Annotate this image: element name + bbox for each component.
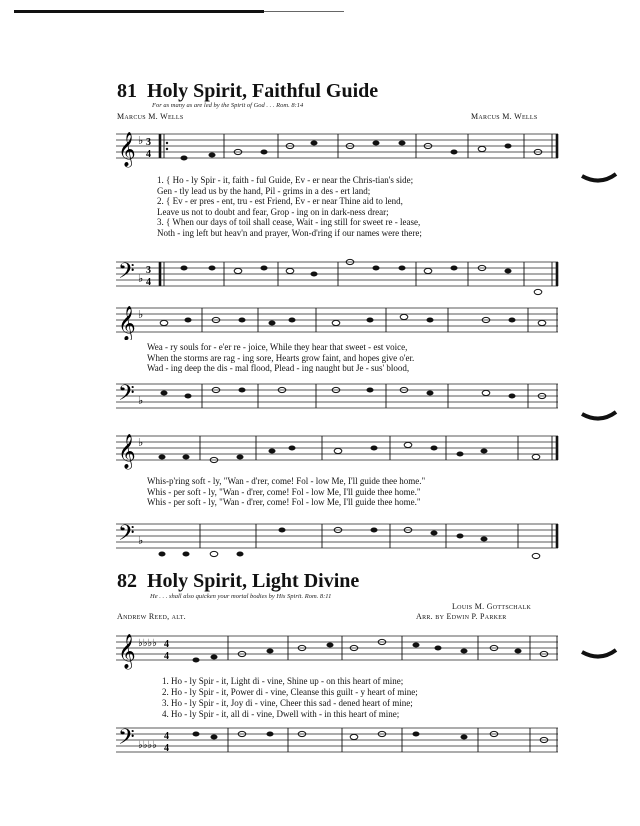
hymn-82-epigraph: He . . . shall also quicken your mortal bodies by His Spirit. Rom. 8:11 [150, 593, 332, 600]
flat-icon: ♭ [138, 135, 144, 147]
lyric-line: Noth - ing left but heav'n and prayer, Won-d'ring if our names were there; [157, 227, 422, 238]
lyric-line: 2. { Ev - er pres - ent, tru - est Friend, Ev - er near Thine aid to lend, [157, 196, 403, 206]
time-signature-top: 3 [146, 265, 151, 276]
binding-mark [580, 170, 620, 190]
note-heads [159, 442, 540, 462]
lyric-line: Whis - per soft - ly, "Wan - d'rer, come! Fol - low Me, I'll guide thee home." [147, 486, 421, 497]
hymn-81-system-2-treble-staff [116, 300, 560, 340]
hymn-82-number: 82 [117, 570, 137, 592]
lyric-line: Wea - ry souls for - e'er re - joice, While they hear that sweet - est voice, [147, 342, 408, 352]
time-signature-bottom: 4 [146, 149, 151, 160]
hymn-81-system-2-lyrics [147, 342, 414, 374]
note-heads [159, 527, 540, 558]
hymn-82-music-credit: Louis M. Gottschalk [452, 602, 532, 611]
hymn-81-music-credit: Marcus M. Wells [471, 112, 538, 121]
note-heads [193, 639, 548, 662]
hymn-82-bass-staff [116, 720, 560, 760]
staff-lines [116, 134, 558, 158]
flat-icon: ♭ [138, 535, 144, 547]
note-heads [161, 387, 546, 398]
lyric-line: Whis - per soft - ly, "Wan - d'rer, come! Fol - low Me, I'll guide thee home." [147, 497, 421, 507]
hymn-81-system-1-bass-staff [116, 248, 560, 298]
treble-clef-icon: 𝄞 [118, 434, 136, 469]
treble-clef-icon: 𝄞 [118, 132, 136, 167]
note-heads [181, 141, 542, 161]
lyric-line: 2. Ho - ly Spir - it, Power di - vine, Cleanse this guilt - y heart of mine; [162, 687, 418, 697]
lyric-line: 3. Ho - ly Spir - it, Joy di - vine, Cheer this sad - dened heart of mine; [162, 698, 413, 708]
hymn-81-system-3-treble-staff [116, 428, 560, 476]
flat-icon: ♭♭♭♭ [138, 638, 157, 649]
time-signature-top: 4 [164, 639, 169, 650]
hymn-81-epigraph: For as many as are led by the Spirit of God . . . Rom. 8:14 [152, 102, 304, 109]
time-signature-bottom: 4 [146, 277, 151, 288]
flat-icon: ♭ [138, 437, 144, 449]
hymn-82-lyrics [162, 676, 418, 720]
hymn-81-title: Holy Spirit, Faithful Guide [147, 80, 379, 102]
bass-clef-icon: 𝄢 [118, 521, 135, 551]
top-rule [14, 10, 264, 13]
lyric-line: 3. { When our days of toil shall cease, Wait - ing still for sweet re - lease, [157, 217, 421, 227]
binding-mark [580, 646, 620, 666]
note-heads [181, 259, 542, 294]
top-rule-thin [264, 11, 344, 12]
lyric-line: Gen - tly lead us by the hand, Pil - grims in a des - ert land; [157, 185, 371, 196]
time-signature-bottom: 4 [164, 651, 169, 662]
staff-lines [116, 636, 558, 660]
hymn-82-treble-staff [116, 626, 560, 676]
lyric-line: Whis-p'ring soft - ly, "Wan - d'rer, come! Fol - low Me, I'll guide thee home." [147, 476, 426, 486]
lyric-line: 4. Ho - ly Spir - it, all di - vine, Dwell with - in this heart of mine; [162, 709, 400, 719]
bass-clef-icon: 𝄢 [118, 381, 135, 411]
hymn-81-heading [117, 80, 378, 103]
hymn-82-title: Holy Spirit, Light Divine [147, 570, 360, 592]
hymn-81-system-3-bass-staff [116, 516, 560, 562]
hymn-82-heading [117, 570, 359, 593]
hymn-81-system-3-lyrics [147, 476, 425, 508]
treble-clef-icon: 𝄞 [118, 634, 136, 669]
flat-icon: ♭ [138, 309, 144, 321]
hymn-81-system-1-treble-staff [116, 128, 560, 170]
flat-icon: ♭ [138, 273, 144, 285]
lyric-line: When the storms are rag - ing sore, Hearts grow faint, and hopes give o'er. [147, 352, 415, 363]
flat-icon: ♭ [138, 395, 144, 407]
hymn-81-number: 81 [117, 80, 137, 102]
lyric-line: 1. { Ho - ly Spir - it, faith - ful Guide, Ev - er near the Chris-tian's side; [157, 175, 414, 185]
hymn-81-system-2-bass-staff [116, 376, 560, 418]
binding-mark [580, 408, 620, 428]
staff-lines [116, 262, 558, 286]
hymn-81-system-1-lyrics [157, 175, 422, 238]
hymn-82-arr-credit: Arr. by Edwin P. Parker [416, 612, 507, 621]
note-heads [193, 731, 548, 742]
hymn-82-words-credit: Andrew Reed, alt. [117, 612, 186, 621]
bass-clef-icon: 𝄢 [118, 725, 135, 755]
lyric-line: Wad - ing deep the dis - mal flood, Plead - ing naught but Je - sus' blood, [147, 363, 410, 373]
time-signature-top: 3 [146, 137, 151, 148]
lyric-line: Leave us not to doubt and fear, Grop - ing on in dark-ness drear; [157, 206, 389, 217]
time-signature-bottom: 4 [164, 743, 169, 754]
treble-clef-icon: 𝄞 [118, 306, 136, 340]
flat-icon: ♭♭♭♭ [138, 740, 157, 751]
hymn-81-words-credit: Marcus M. Wells [117, 112, 184, 121]
bass-clef-icon: 𝄢 [118, 259, 135, 289]
lyric-line: 1. Ho - ly Spir - it, Light di - vine, Shine up - on this heart of mine; [162, 676, 404, 686]
time-signature-top: 4 [164, 731, 169, 742]
